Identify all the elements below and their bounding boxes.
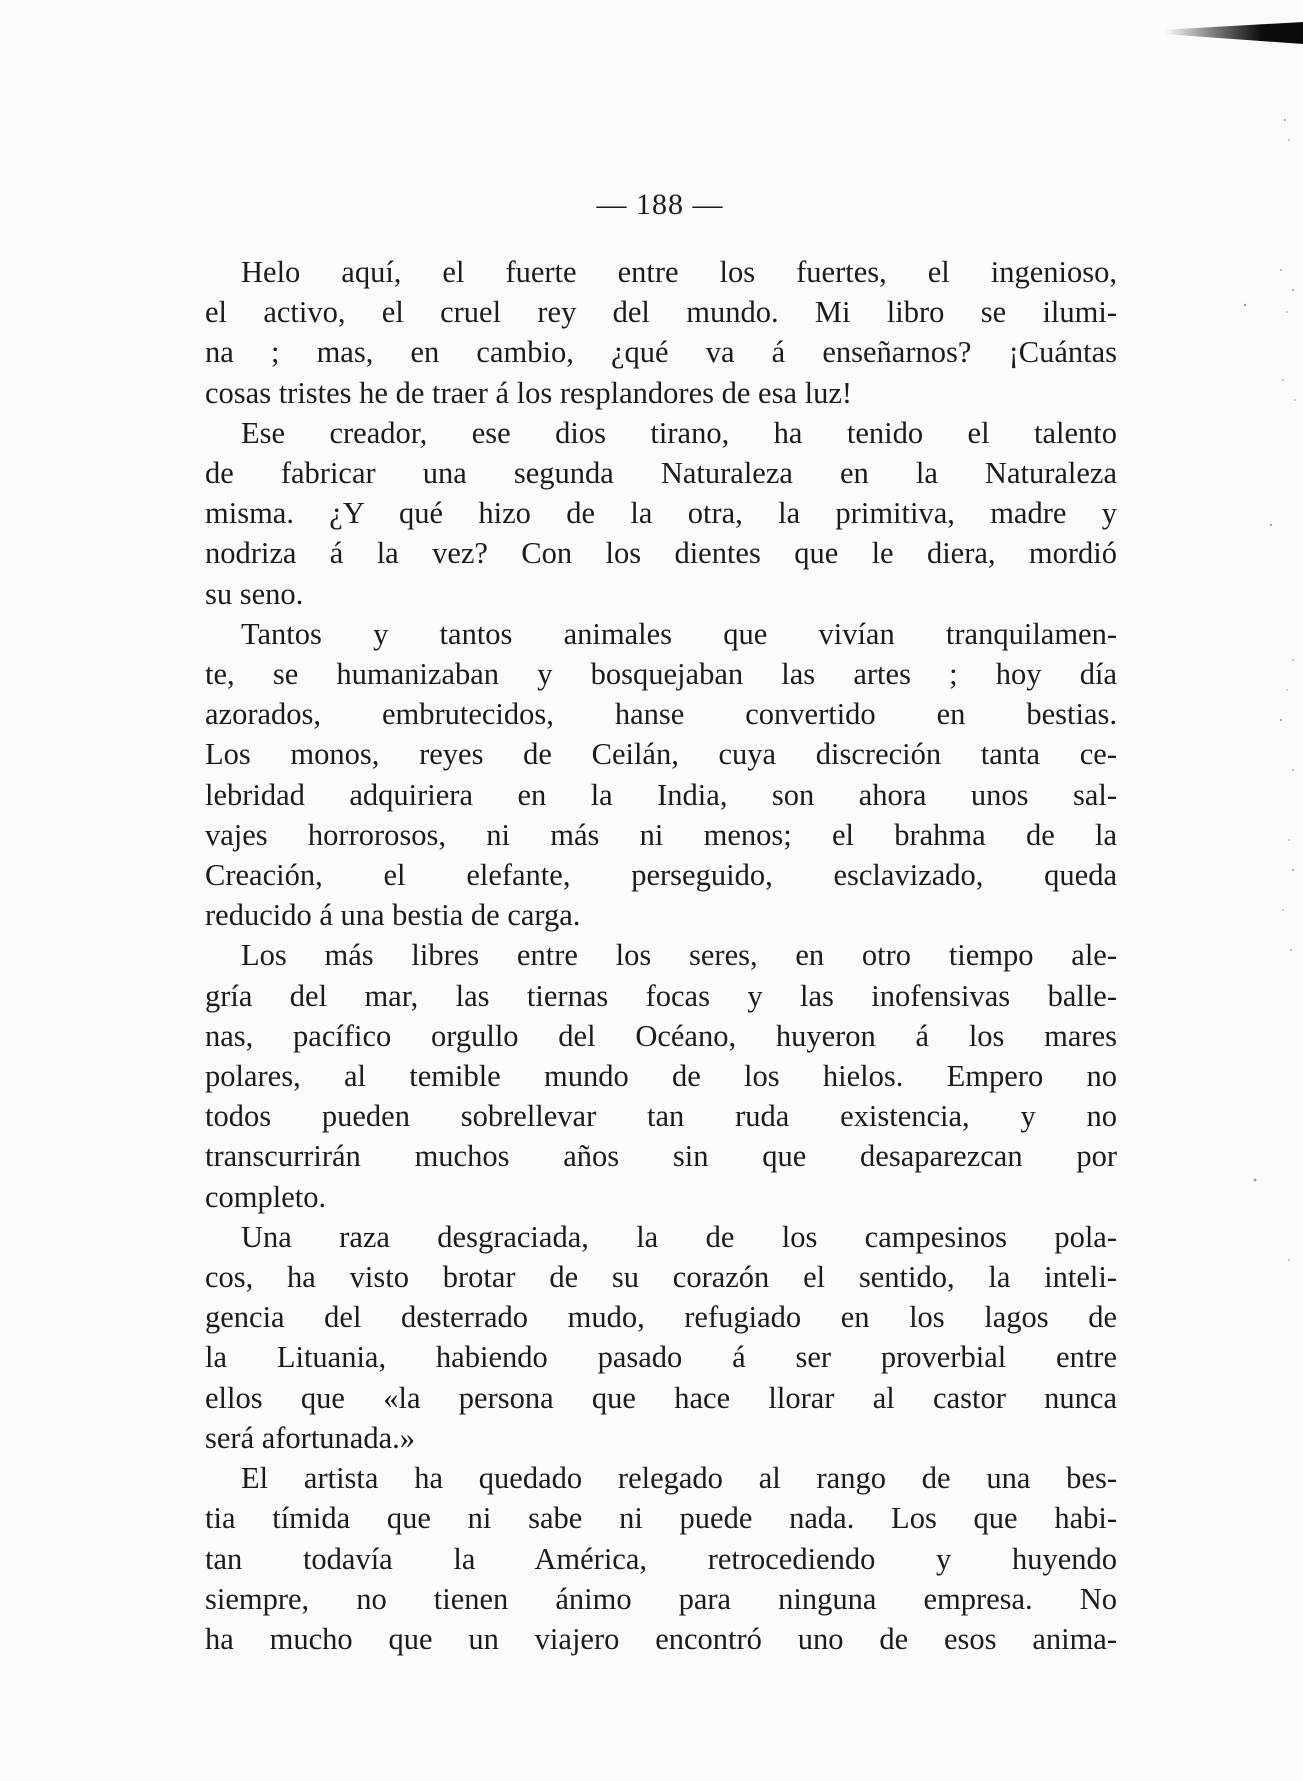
text-line: todos pueden sobrellevar tan ruda existencia, y no — [205, 1099, 1117, 1134]
text-line: Ese creador, ese dios tirano, ha tenido el talento — [241, 415, 1117, 450]
text-line: te, se humanizaban y bosquejaban las artes ; hoy día — [205, 657, 1117, 692]
scan-speckles — [1223, 80, 1303, 1480]
text-line: ellos que «la persona que hace llorar al castor nunca — [205, 1380, 1117, 1415]
body-text — [205, 252, 1117, 1659]
text-line: Una raza desgraciada, la de los campesinos pola- — [241, 1219, 1117, 1254]
text-line: nodriza á la vez? Con los dientes que le diera, mordió — [205, 536, 1117, 571]
text-line: Creación, el elefante, perseguido, esclavizado, queda — [205, 858, 1117, 893]
text-line: siempre, no tienen ánimo para ninguna empresa. No — [205, 1581, 1117, 1616]
text-line: gencia del desterrado mudo, refugiado en los lagos de — [205, 1300, 1117, 1335]
text-line: tia tímida que ni sabe ni puede nada. Los que habi- — [205, 1501, 1117, 1536]
text-line: la Lituania, habiendo pasado á ser proverbial entre — [205, 1340, 1117, 1375]
page-number: — 188 — — [596, 188, 724, 221]
text-line: el activo, el cruel rey del mundo. Mi libro se ilumi- — [205, 295, 1117, 330]
text-line: Helo aquí, el fuerte entre los fuertes, el ingenioso, — [241, 255, 1117, 289]
text-line: na ; mas, en cambio, ¿qué va á enseñarnos? ¡Cuántas — [205, 335, 1117, 370]
text-line: Los más libres entre los seres, en otro tiempo ale- — [241, 938, 1117, 973]
text-line: de fabricar una segunda Naturaleza en la Naturaleza — [205, 456, 1117, 491]
text-line: lebridad adquiriera en la India, son ahora unos sal- — [205, 777, 1117, 812]
text-line: completo. — [205, 1179, 327, 1214]
text-line: cos, ha visto brotar de su corazón el sentido, la inteli- — [205, 1260, 1117, 1295]
text-line: polares, al temible mundo de los hielos. Empero no — [205, 1059, 1117, 1094]
text-line: tan todavía la América, retrocediendo y huyendo — [205, 1541, 1117, 1576]
scan-edge-mark — [1165, 22, 1303, 44]
text-line: misma. ¿Y qué hizo de la otra, la primitiva, madre y — [205, 496, 1117, 531]
text-line: azorados, embrutecidos, hanse convertido en bestias. — [205, 697, 1117, 732]
text-line: transcurrirán muchos años sin que desaparezcan por — [205, 1139, 1117, 1174]
text-line: ha mucho que un viajero encontró uno de esos anima- — [205, 1621, 1117, 1656]
text-line: cosas tristes he de traer á los resplandores de esa luz! — [205, 375, 853, 410]
text-line: El artista ha quedado relegado al rango de una bes- — [241, 1461, 1117, 1496]
text-line: nas, pacífico orgullo del Océano, huyeron á los mares — [205, 1018, 1117, 1053]
text-line: gría del mar, las tiernas focas y las inofensivas balle- — [205, 978, 1117, 1013]
text-line: Los monos, reyes de Ceilán, cuya discreción tanta ce- — [205, 737, 1117, 772]
text-line: reducido á una bestia de carga. — [205, 898, 581, 933]
text-line: Tantos y tantos animales que vivían tranquilamen- — [241, 616, 1117, 651]
text-line: vajes horrorosos, ni más ni menos; el brahma de la — [205, 817, 1117, 852]
text-line: será afortunada.» — [205, 1420, 416, 1455]
text-line: su seno. — [205, 576, 304, 611]
